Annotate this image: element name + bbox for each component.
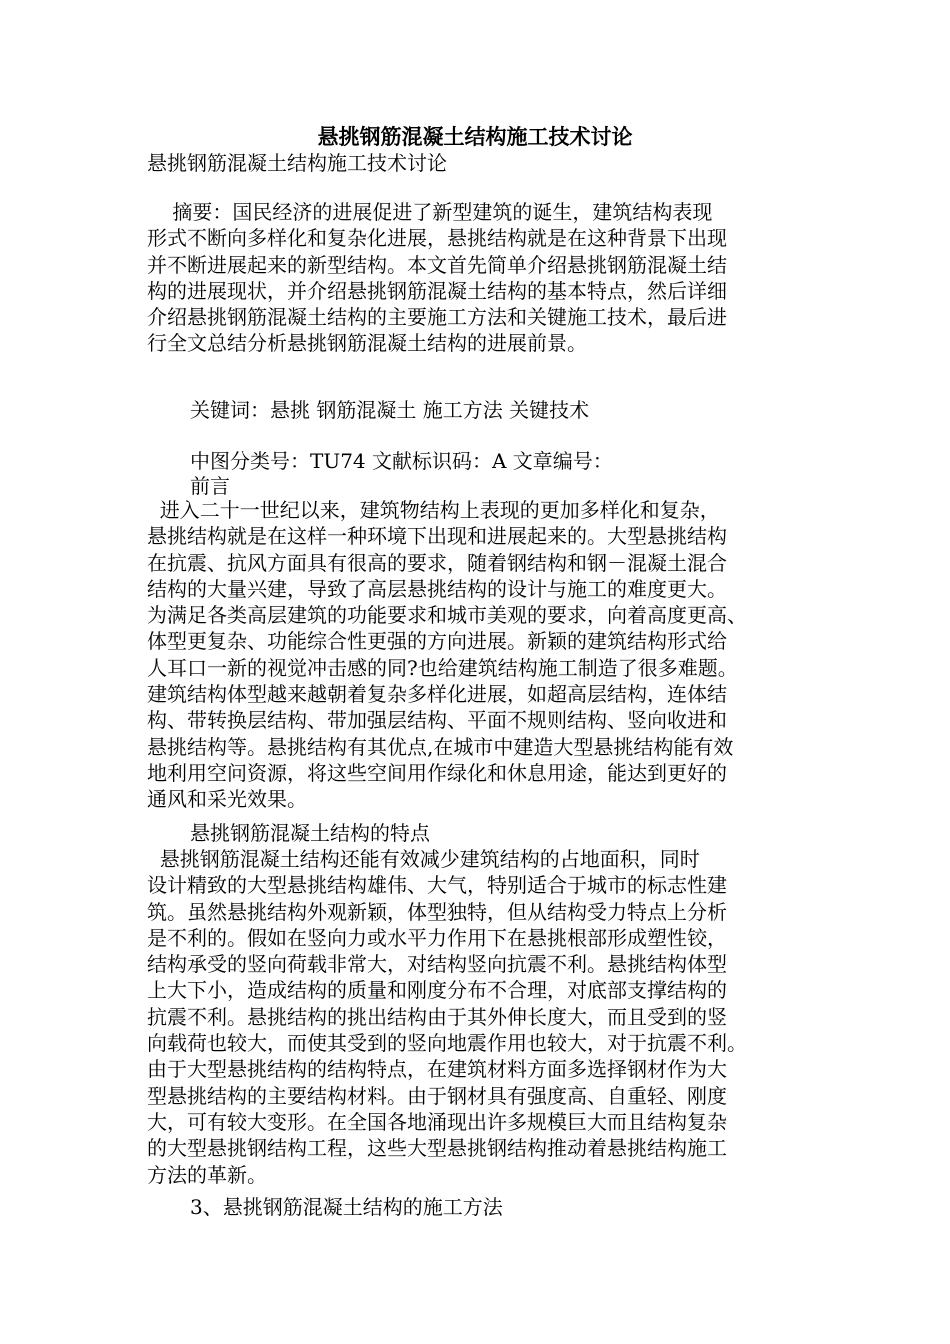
- features-line: 抗震不利。悬挑结构的挑出结构由于其外伸长度大，而且受到的竖: [147, 1004, 727, 1029]
- abstract-line: 摘要：国民经济的进展促进了新型建筑的诞生，建筑结构表现: [147, 200, 713, 224]
- preface-line: 悬挑结构就是在这样一种环境下出现和进展起来的。大型悬挑结构: [147, 524, 727, 549]
- keywords-line: 关键词：悬挑 钢筋混凝土 施工方法 关键技术: [190, 398, 590, 422]
- preface-line: 建筑结构体型越来越朝着复杂多样化进展，如超高层结构，连体结: [147, 682, 727, 707]
- features-paragraph: [147, 846, 815, 1188]
- features-line: 方法的革新。: [147, 1162, 267, 1187]
- preface-line: 进入二十一世纪以来，建筑物结构上表现的更加多样化和复杂，: [147, 498, 720, 522]
- features-line: 结构承受的竖向荷载非常大，对结构竖向抗震不利。悬挑结构体型: [147, 952, 727, 977]
- features-line: 向载荷也较大，而使其受到的竖向地震作用也较大，对于抗震不利。: [147, 1031, 747, 1056]
- preface-heading: 前言: [190, 474, 230, 498]
- preface-line: 地利用空问资源，将这些空间用作绿化和休息用途，能达到更好的: [147, 760, 727, 785]
- abstract-line: 构的进展现状，并介绍悬挑钢筋混凝土结构的基本特点，然后详细: [147, 278, 727, 303]
- abstract-line: 并不断进展起来的新型结构。本文首先简单介绍悬挑钢筋混凝土结: [147, 252, 727, 277]
- document-subtitle: 悬挑钢筋混凝土结构施工技术讨论: [147, 151, 447, 175]
- preface-line: 通风和采光效果。: [147, 787, 307, 812]
- section-heading-construction-methods: 3、悬挑钢筋混凝土结构的施工方法: [190, 1195, 503, 1219]
- preface-line: 人耳口一新的视觉冲击感的同?也给建筑结构施工制造了很多难题。: [147, 655, 738, 680]
- abstract-line: 介绍悬挑钢筋混凝土结构的主要施工方法和关键施工技术，最后进: [147, 305, 727, 330]
- features-line: 的大型悬挑钢结构工程，这些大型悬挑钢结构推动着悬挑结构施工: [147, 1136, 727, 1161]
- section-heading-features: 悬挑钢筋混凝土结构的特点: [190, 821, 430, 845]
- preface-paragraph: [147, 497, 815, 813]
- abstract-line: 行全文总结分析悬挑钢筋混凝土结构的进展前景。: [147, 331, 587, 356]
- document-title: 悬挑钢筋混凝土结构施工技术讨论: [317, 124, 633, 149]
- classification-line: 中图分类号：TU74 文献标识码：A 文章编号：: [190, 449, 613, 473]
- features-line: 型悬挑结构的主要结构材料。由于钢材具有强度高、自重轻、刚度: [147, 1083, 727, 1108]
- preface-line: 体型更复杂、功能综合性更强的方向进展。新颖的建筑结构形式给: [147, 629, 727, 654]
- features-line: 是不利的。假如在竖向力或水平力作用下在悬挑根部形成塑性铰，: [147, 925, 727, 950]
- features-line: 上大下小，造成结构的质量和刚度分布不合理，对底部支撑结构的: [147, 978, 727, 1003]
- features-line: 大，可有较大变形。在全国各地涌现出许多规模巨大而且结构复杂: [147, 1109, 727, 1134]
- features-line: 由于大型悬挑结构的结构特点，在建筑材料方面多选择钢材作为大: [147, 1057, 727, 1082]
- features-line: 悬挑钢筋混凝土结构还能有效减少建筑结构的占地面积，同时: [147, 847, 700, 871]
- features-line: 设计精致的大型悬挑结构雄伟、大气，特别适合于城市的标志性建: [147, 873, 727, 898]
- abstract-line: 形式不断向多样化和复杂化进展，悬挑结构就是在这种背景下出现: [147, 226, 727, 251]
- preface-line: 构、带转换层结构、带加强层结构、平面不规则结构、竖向收进和: [147, 708, 727, 733]
- preface-line: 为满足各类高层建筑的功能要求和城市美观的要求，向着高度更高、: [147, 603, 747, 628]
- preface-line: 结构的大量兴建，导致了高层悬挑结构的设计与施工的难度更大。: [147, 576, 727, 601]
- features-line: 筑。虽然悬挑结构外观新颖，体型独特，但从结构受力特点上分析: [147, 899, 727, 924]
- abstract-paragraph: [147, 199, 815, 357]
- preface-line: 悬挑结构等。悬挑结构有其优点,在城市中建造大型悬挑结构能有效: [147, 734, 734, 759]
- preface-line: 在抗震、抗风方面具有很高的要求，随着钢结构和钢－混凝土混合: [147, 550, 727, 575]
